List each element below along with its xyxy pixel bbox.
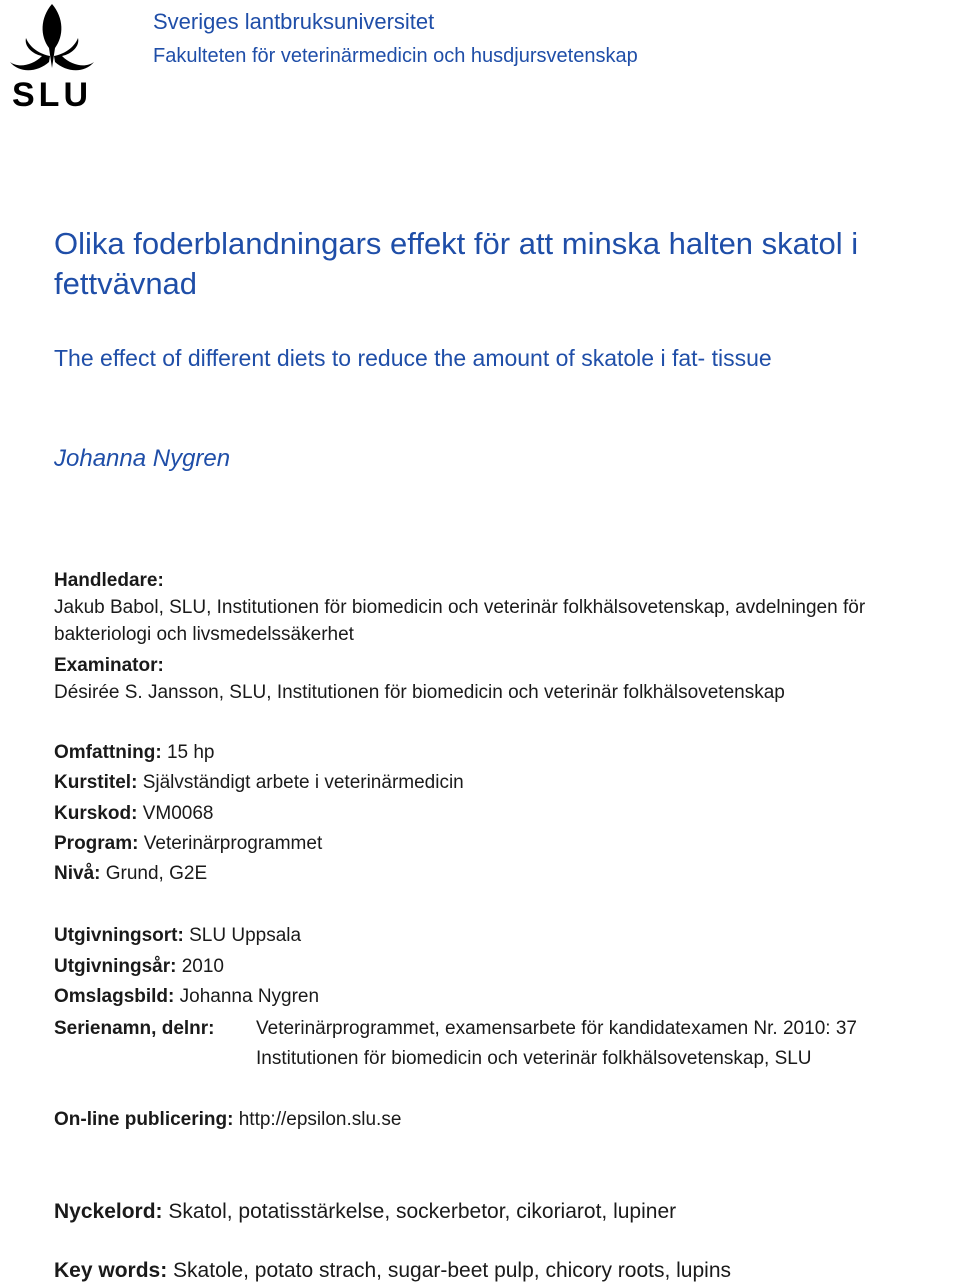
supervisor-block	[54, 567, 954, 648]
series-label: Serienamn, delnr:	[54, 1018, 215, 1039]
keywords-en-value: Skatole, potato strach, sugar-beet pulp, chicory roots, lupins	[173, 1259, 732, 1282]
course-code-label: Kurskod:	[54, 803, 138, 824]
program-value: Veterinärprogrammet	[143, 833, 323, 854]
program-row	[54, 832, 322, 856]
faculty-name: Fakulteten för veterinärmedicin och husdjursvetenskap	[153, 45, 638, 67]
examiner-label: Examinator:	[54, 655, 164, 676]
course-title-value: Självständigt arbete i veterinärmedicin	[142, 772, 464, 793]
year-label: Utgivningsår:	[54, 956, 177, 977]
keywords-en-label: Key words:	[54, 1259, 168, 1282]
year-value: 2010	[181, 956, 225, 977]
slu-logo	[2, 2, 102, 110]
supervisor-value: Jakub Babol, SLU, Institutionen för biomedicin och veterinär folkhälsovetenskap, avdelningen för bakteriologi och livsmedelssäkerhet	[54, 597, 866, 645]
supervisor-label: Handledare:	[54, 570, 164, 591]
course-code-row	[54, 802, 213, 826]
logo-text: SLU	[12, 76, 92, 110]
year-row	[54, 955, 224, 979]
series-row	[54, 1017, 215, 1041]
author-name: Johanna Nygren	[54, 445, 231, 472]
series-line-2: Institutionen för biomedicin och veterinär folkhälsovetenskap, SLU	[256, 1048, 812, 1069]
level-value: Grund, G2E	[105, 863, 208, 884]
place-row	[54, 924, 301, 948]
title-english: The effect of different diets to reduce the amount of skatole i fat- tissue	[54, 345, 772, 371]
keywords-en-row	[54, 1259, 731, 1283]
cover-label: Omslagsbild:	[54, 986, 175, 1007]
course-title-row	[54, 771, 464, 795]
cover-row	[54, 985, 319, 1009]
examiner-block	[54, 652, 954, 706]
program-label: Program:	[54, 833, 139, 854]
scope-value: 15 hp	[166, 742, 215, 763]
keywords-sv-row	[54, 1200, 676, 1224]
level-label: Nivå:	[54, 863, 101, 884]
place-label: Utgivningsort:	[54, 925, 184, 946]
keywords-sv-label: Nyckelord:	[54, 1200, 163, 1223]
course-code-value: VM0068	[142, 803, 214, 824]
scope-label: Omfattning:	[54, 742, 162, 763]
online-value: http://epsilon.slu.se	[238, 1109, 402, 1130]
title-swedish: Olika foderblandningars effekt för att minska halten skatol i fettvävnad	[54, 226, 859, 301]
online-row	[54, 1108, 401, 1132]
scope-row	[54, 741, 214, 765]
series-line-1: Veterinärprogrammet, examensarbete för kandidatexamen Nr. 2010: 37	[256, 1018, 857, 1039]
course-title-label: Kurstitel:	[54, 772, 138, 793]
online-label: On-line publicering:	[54, 1109, 234, 1130]
level-row	[54, 862, 207, 886]
cover-value: Johanna Nygren	[179, 986, 320, 1007]
university-name: Sveriges lantbruksuniversitet	[153, 9, 435, 34]
examiner-value: Désirée S. Jansson, SLU, Institutionen för biomedicin och veterinär folkhälsovetenskap	[54, 682, 785, 703]
place-value: SLU Uppsala	[189, 925, 302, 946]
keywords-sv-value: Skatol, potatisstärkelse, sockerbetor, cikoriarot, lupiner	[168, 1200, 677, 1223]
